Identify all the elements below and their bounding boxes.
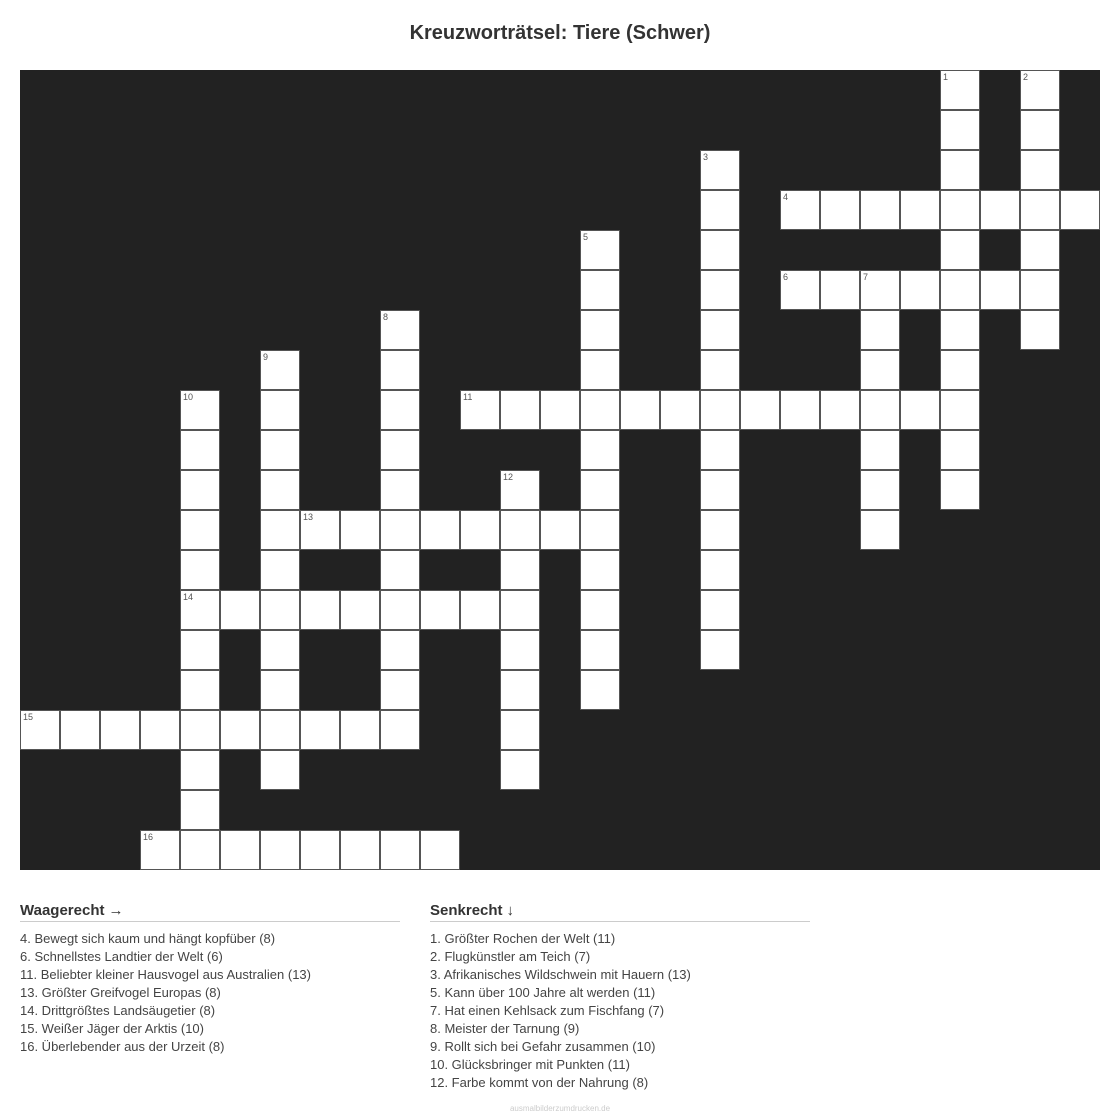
crossword-cell[interactable]: [500, 510, 540, 550]
crossword-cell[interactable]: [340, 590, 380, 630]
crossword-cell[interactable]: [860, 190, 900, 230]
crossword-cell[interactable]: [220, 710, 260, 750]
crossword-cell[interactable]: [340, 710, 380, 750]
crossword-cell[interactable]: [940, 150, 980, 190]
crossword-cell[interactable]: [1060, 190, 1100, 230]
crossword-cell[interactable]: [260, 830, 300, 870]
crossword-cell[interactable]: [460, 510, 500, 550]
crossword-cell[interactable]: [940, 350, 980, 390]
crossword-cell[interactable]: [860, 350, 900, 390]
crossword-cell[interactable]: [380, 830, 420, 870]
crossword-cell[interactable]: [180, 390, 220, 430]
down-clue: 1. Größter Rochen der Welt (11): [430, 931, 616, 946]
crossword-cell[interactable]: [260, 710, 300, 750]
crossword-cell[interactable]: [580, 310, 620, 350]
clue-number: 12: [503, 472, 514, 482]
crossword-cell[interactable]: [780, 390, 820, 430]
crossword-cell[interactable]: [180, 630, 220, 670]
clue-number: 7: [863, 272, 869, 282]
crossword-cell[interactable]: [860, 270, 900, 310]
crossword-cell[interactable]: [940, 230, 980, 270]
crossword-cell[interactable]: [420, 510, 460, 550]
crossword-cell[interactable]: [460, 390, 500, 430]
crossword-cell[interactable]: [260, 470, 300, 510]
crossword-cell[interactable]: [500, 630, 540, 670]
crossword-cell[interactable]: [820, 270, 860, 310]
crossword-cell[interactable]: [500, 550, 540, 590]
crossword-cell[interactable]: [260, 510, 300, 550]
crossword-cell[interactable]: [1020, 150, 1060, 190]
crossword-cell[interactable]: [580, 470, 620, 510]
down-clue: 10. Glücksbringer mit Punkten (11): [430, 1057, 630, 1072]
crossword-cell[interactable]: [300, 710, 340, 750]
clue-number: 11: [463, 392, 473, 402]
crossword-cell[interactable]: [180, 470, 220, 510]
crossword-cell[interactable]: [580, 590, 620, 630]
clue-number: 13: [303, 512, 314, 522]
crossword-cell[interactable]: [580, 390, 620, 430]
crossword-cell[interactable]: [300, 830, 340, 870]
clue-number: 2: [1023, 72, 1029, 82]
crossword-cell[interactable]: [260, 550, 300, 590]
down-clue: 2. Flugkünstler am Teich (7): [430, 949, 591, 964]
clue-number: 1: [943, 72, 949, 82]
crossword-cell[interactable]: [180, 670, 220, 710]
crossword-cell[interactable]: [20, 710, 60, 750]
crossword-cell[interactable]: [540, 510, 580, 550]
clue-number: 5: [583, 232, 589, 242]
crossword-grid: [20, 70, 1100, 870]
crossword-cell[interactable]: [580, 510, 620, 550]
clue-number: 14: [183, 592, 194, 602]
crossword-cell[interactable]: [700, 510, 740, 550]
crossword-cell[interactable]: [860, 390, 900, 430]
crossword-cell[interactable]: [380, 590, 420, 630]
crossword-cell[interactable]: [780, 270, 820, 310]
crossword-cell[interactable]: [460, 590, 500, 630]
crossword-cell[interactable]: [140, 710, 180, 750]
down-heading-label: Senkrecht: [430, 902, 503, 919]
crossword-cell[interactable]: [340, 510, 380, 550]
crossword-cell[interactable]: [220, 830, 260, 870]
crossword-cell[interactable]: [780, 190, 820, 230]
crossword-cell[interactable]: [940, 430, 980, 470]
crossword-cell[interactable]: [180, 830, 220, 870]
across-clue: 6. Schnellstes Landtier der Welt (6): [20, 949, 223, 964]
crossword-cell[interactable]: [700, 230, 740, 270]
crossword-cell[interactable]: [700, 190, 740, 230]
crossword-cell[interactable]: [940, 310, 980, 350]
crossword-cell[interactable]: [580, 630, 620, 670]
crossword-cell[interactable]: [580, 550, 620, 590]
crossword-cell[interactable]: [740, 390, 780, 430]
crossword-cell[interactable]: [300, 510, 340, 550]
crossword-cell[interactable]: [340, 830, 380, 870]
crossword-cell[interactable]: [700, 590, 740, 630]
crossword-cell[interactable]: [580, 350, 620, 390]
crossword-cell[interactable]: [260, 390, 300, 430]
crossword-cell[interactable]: [500, 590, 540, 630]
crossword-cell[interactable]: [900, 190, 940, 230]
across-clue: 4. Bewegt sich kaum und hängt kopfüber (8): [20, 931, 276, 946]
crossword-cell[interactable]: [820, 390, 860, 430]
across-clue: 11. Beliebter kleiner Hausvogel aus Australien (13): [20, 967, 311, 982]
across-clues-panel: [20, 902, 400, 1056]
down-clue: 9. Rollt sich bei Gefahr zusammen (10): [430, 1039, 656, 1054]
crossword-cell[interactable]: [420, 590, 460, 630]
crossword-cell[interactable]: [180, 550, 220, 590]
crossword-cell[interactable]: [900, 390, 940, 430]
down-clue: 12. Farbe kommt von der Nahrung (8): [430, 1075, 649, 1090]
down-clue-list: [430, 930, 810, 1092]
crossword-cell[interactable]: [700, 630, 740, 670]
crossword-cell[interactable]: [860, 510, 900, 550]
crossword-cell[interactable]: [1020, 70, 1060, 110]
across-clue: 16. Überlebender aus der Urzeit (8): [20, 1039, 225, 1054]
crossword-cell[interactable]: [700, 350, 740, 390]
arrow-down-icon: ↓: [506, 902, 515, 919]
crossword-cell[interactable]: [300, 590, 340, 630]
crossword-cell[interactable]: [500, 390, 540, 430]
crossword-cell[interactable]: [580, 270, 620, 310]
clue-number: 15: [23, 712, 34, 722]
clue-number: 10: [183, 392, 194, 402]
down-clue: 5. Kann über 100 Jahre alt werden (11): [430, 985, 656, 1000]
crossword-cell[interactable]: [180, 430, 220, 470]
across-clue: 15. Weißer Jäger der Arktis (10): [20, 1021, 204, 1036]
clue-number: 16: [143, 832, 154, 842]
crossword-cell[interactable]: [380, 310, 420, 350]
clue-number: 6: [783, 272, 789, 282]
crossword-cell[interactable]: [500, 710, 540, 750]
crossword-cell[interactable]: [380, 430, 420, 470]
down-clues-panel: [430, 902, 810, 1092]
crossword-cell[interactable]: [380, 510, 420, 550]
down-clue: 7. Hat einen Kehlsack zum Fischfang (7): [430, 1003, 665, 1018]
crossword-cell[interactable]: [180, 790, 220, 830]
crossword-cell[interactable]: [1020, 190, 1060, 230]
crossword-cell[interactable]: [940, 390, 980, 430]
crossword-cell[interactable]: [700, 550, 740, 590]
crossword-cell[interactable]: [1020, 110, 1060, 150]
crossword-cell[interactable]: [700, 310, 740, 350]
crossword-cell[interactable]: [500, 670, 540, 710]
down-clue: 3. Afrikanisches Wildschwein mit Hauern (13): [430, 967, 691, 982]
crossword-cell[interactable]: [260, 670, 300, 710]
crossword-cell[interactable]: [940, 70, 980, 110]
crossword-cell[interactable]: [380, 710, 420, 750]
crossword-cell[interactable]: [860, 470, 900, 510]
clue-number: 9: [263, 352, 269, 362]
page-title: Kreuzworträtsel: Tiere (Schwer): [409, 22, 711, 44]
crossword-cell[interactable]: [180, 750, 220, 790]
crossword-cell[interactable]: [380, 630, 420, 670]
crossword-cell[interactable]: [700, 470, 740, 510]
crossword-cell[interactable]: [860, 310, 900, 350]
crossword-cell[interactable]: [860, 430, 900, 470]
crossword-cell[interactable]: [700, 430, 740, 470]
across-clue: 14. Drittgrößtes Landsäugetier (8): [20, 1003, 216, 1018]
crossword-cell[interactable]: [1020, 230, 1060, 270]
crossword-cell[interactable]: [940, 270, 980, 310]
across-heading-label: Waagerecht: [20, 902, 105, 919]
crossword-cell[interactable]: [580, 670, 620, 710]
crossword-cell[interactable]: [260, 590, 300, 630]
crossword-cell[interactable]: [940, 190, 980, 230]
crossword-cell[interactable]: [380, 550, 420, 590]
crossword-cell[interactable]: [940, 470, 980, 510]
crossword-cell[interactable]: [380, 390, 420, 430]
crossword-cell[interactable]: [260, 750, 300, 790]
crossword-cell[interactable]: [260, 630, 300, 670]
crossword-cell[interactable]: [100, 710, 140, 750]
crossword-cell[interactable]: [1020, 270, 1060, 310]
crossword-cell[interactable]: [820, 190, 860, 230]
crossword-cell[interactable]: [700, 390, 740, 430]
crossword-cell[interactable]: [1020, 310, 1060, 350]
crossword-cell[interactable]: [180, 590, 220, 630]
clue-number: 8: [383, 312, 389, 322]
footer-credit: ausmalbilderzumdrucken.de: [509, 1104, 611, 1113]
crossword-cell[interactable]: [380, 350, 420, 390]
clue-number: 4: [783, 192, 789, 202]
crossword-cell[interactable]: [140, 830, 180, 870]
crossword-cell[interactable]: [380, 670, 420, 710]
crossword-cell[interactable]: [540, 390, 580, 430]
crossword-cell[interactable]: [940, 110, 980, 150]
crossword-cell[interactable]: [180, 510, 220, 550]
crossword-cell[interactable]: [260, 350, 300, 390]
across-clue-list: [20, 930, 400, 1056]
across-heading: [20, 902, 400, 922]
crossword-cell[interactable]: [700, 150, 740, 190]
down-clue: 8. Meister der Tarnung (9): [430, 1021, 580, 1036]
arrow-right-icon: →: [108, 902, 124, 919]
crossword-cell[interactable]: [500, 470, 540, 510]
clue-number: 3: [703, 152, 709, 162]
crossword-cell[interactable]: [60, 710, 100, 750]
crossword-cell[interactable]: [220, 590, 260, 630]
crossword-cell[interactable]: [580, 230, 620, 270]
crossword-cell[interactable]: [620, 390, 660, 430]
crossword-cell[interactable]: [580, 430, 620, 470]
crossword-cell[interactable]: [500, 750, 540, 790]
crossword-cell[interactable]: [700, 270, 740, 310]
down-heading: [430, 902, 810, 922]
crossword-cell[interactable]: [980, 190, 1020, 230]
across-clue: 13. Größter Greifvogel Europas (8): [20, 985, 221, 1000]
crossword-cell[interactable]: [660, 390, 700, 430]
crossword-cell[interactable]: [380, 470, 420, 510]
crossword-cell[interactable]: [980, 270, 1020, 310]
crossword-cell[interactable]: [900, 270, 940, 310]
crossword-cell[interactable]: [180, 710, 220, 750]
crossword-cell[interactable]: [420, 830, 460, 870]
crossword-cell[interactable]: [260, 430, 300, 470]
